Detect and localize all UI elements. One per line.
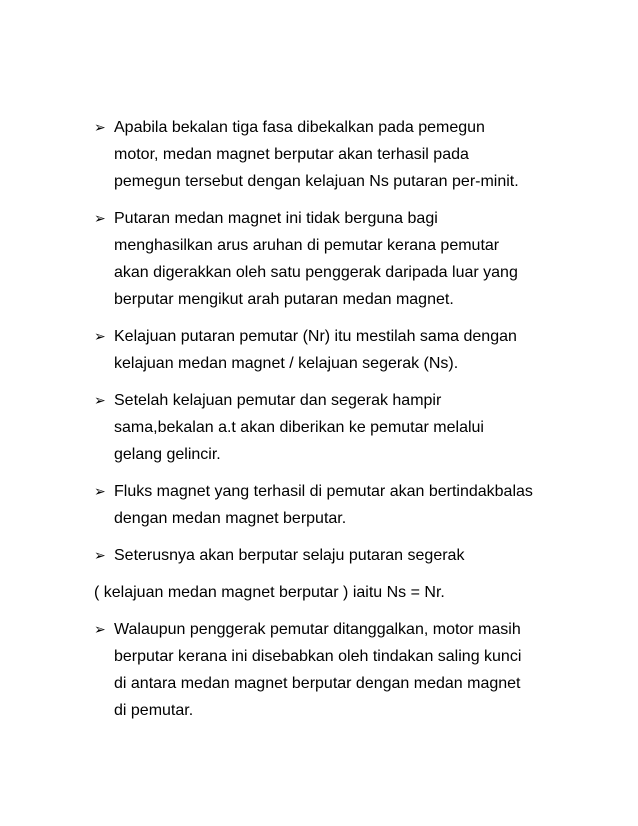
text-line: Putaran medan magnet ini tidak berguna bagi [114, 210, 438, 227]
arrow-bullet-icon: ➢ [94, 210, 106, 226]
text-line: menghasilkan arus aruhan di pemutar kerana pemutar [114, 237, 500, 254]
text-line: dengan medan magnet berputar. [114, 510, 347, 527]
text-line: Setelah kelajuan pemutar dan segerak hampir [114, 392, 442, 409]
arrow-bullet-icon: ➢ [94, 392, 106, 408]
text-line: Apabila bekalan tiga fasa dibekalkan pada pemegun [114, 119, 485, 136]
text-line: berputar mengikut arah putaran medan magnet. [114, 291, 454, 308]
text-line: di pemutar. [114, 702, 194, 719]
text-line: berputar kerana ini disebabkan oleh tindakan saling kunci [114, 648, 522, 665]
paragraph [94, 579, 574, 606]
text-line: Fluks magnet yang terhasil di pemutar akan bertindakbalas [114, 483, 533, 500]
text-line: Kelajuan putaran pemutar (Nr) itu mestilah sama dengan [114, 328, 517, 345]
arrow-bullet-icon: ➢ [94, 328, 106, 344]
bullet-item [94, 478, 574, 532]
arrow-bullet-icon: ➢ [94, 547, 106, 563]
text-line: Walaupun penggerak pemutar ditanggalkan, motor masih [114, 621, 521, 638]
arrow-bullet-icon: ➢ [94, 621, 106, 637]
bullet-item [94, 542, 574, 569]
text-line: di antara medan magnet berputar dengan medan magnet [114, 675, 521, 692]
text-line: motor, medan magnet berputar akan terhasil pada [114, 146, 469, 163]
text-line: gelang gelincir. [114, 446, 221, 463]
arrow-bullet-icon: ➢ [94, 483, 106, 499]
text-line: sama,bekalan a.t akan diberikan ke pemutar melalui [114, 419, 484, 436]
text-line: pemegun tersebut dengan kelajuan Ns putaran per-minit. [114, 173, 519, 190]
bullet-item [94, 323, 574, 377]
text-line: ( kelajuan medan magnet berputar ) iaitu Ns = Nr. [94, 584, 445, 601]
document-body [94, 114, 574, 734]
text-line: akan digerakkan oleh satu penggerak daripada luar yang [114, 264, 518, 281]
bullet-item [94, 387, 574, 468]
text-line: Seterusnya akan berputar selaju putaran segerak [114, 547, 465, 564]
text-line: kelajuan medan magnet / kelajuan segerak (Ns). [114, 355, 459, 372]
bullet-item [94, 205, 574, 313]
bullet-item [94, 616, 574, 724]
arrow-bullet-icon: ➢ [94, 119, 106, 135]
bullet-item [94, 114, 574, 195]
